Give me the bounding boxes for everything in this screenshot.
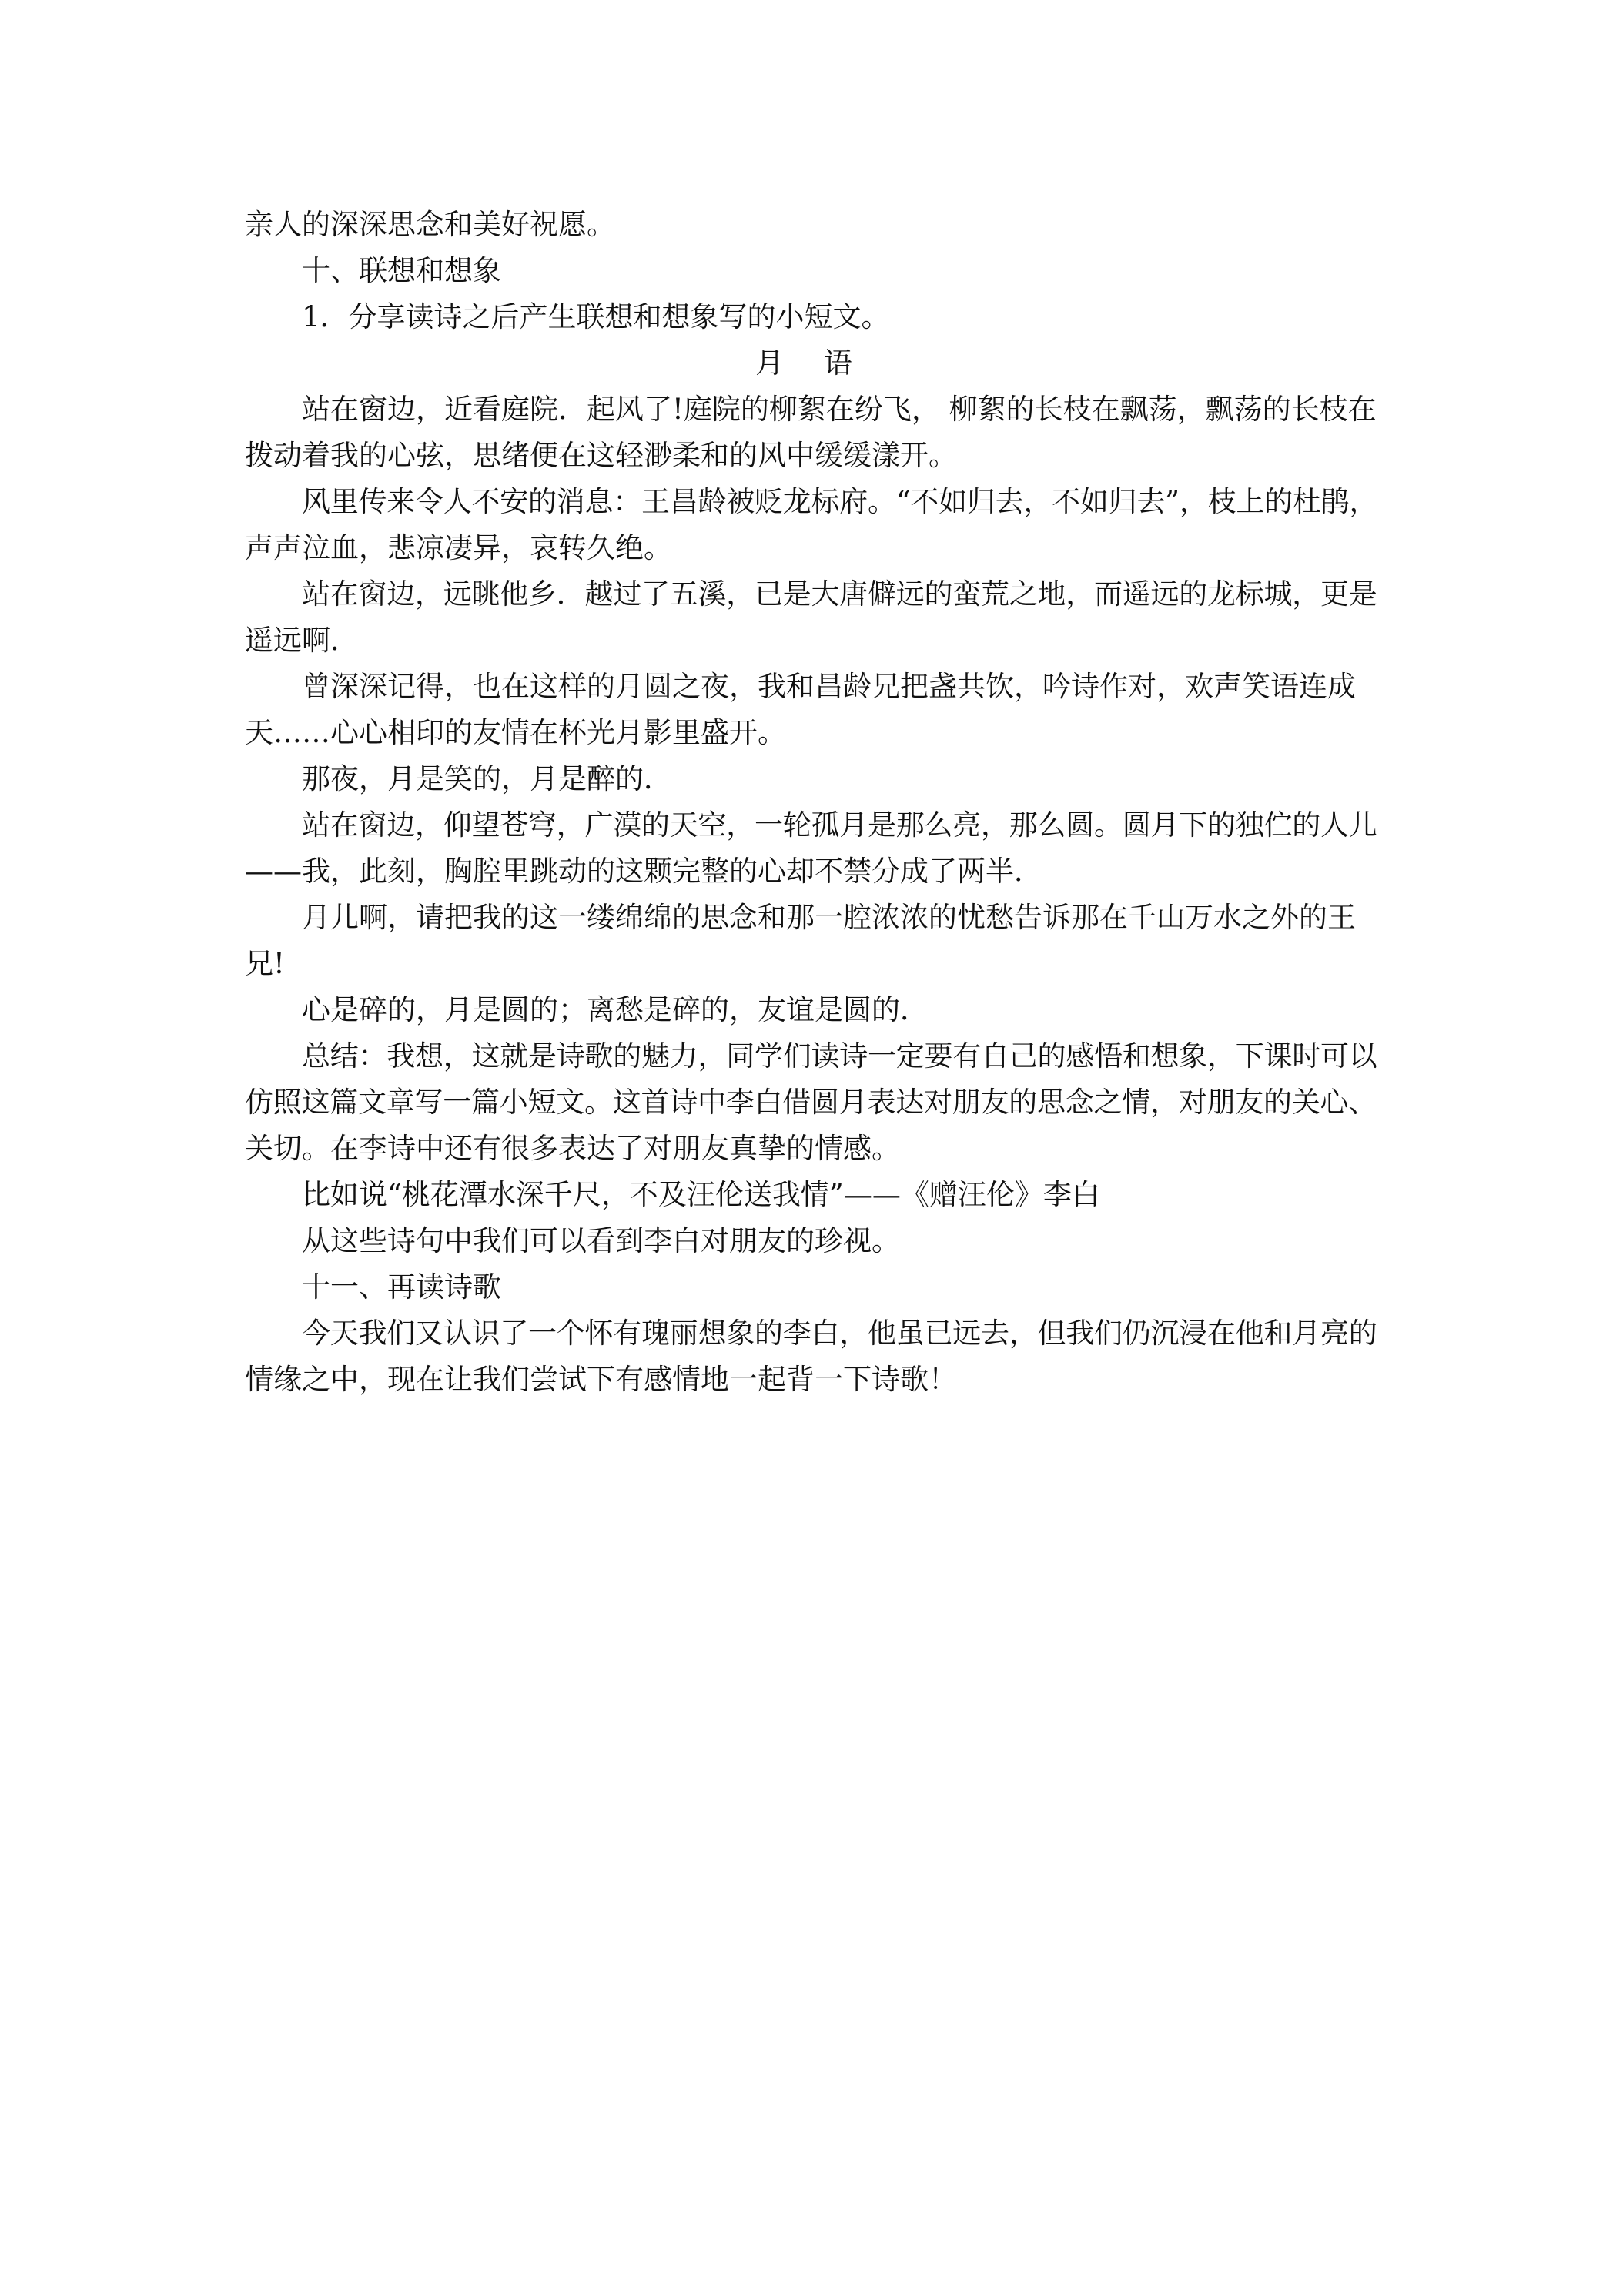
text-line: 心是碎的，月是圆的；离愁是碎的，友谊是圆的． (302, 993, 929, 1026)
text-line: 站在窗边，近看庭院．起风了!庭院的柳絮在纷飞， 柳絮的长枝在飘荡，飘荡的长枝在 (302, 393, 1377, 426)
section-heading: 十、联想和想象 (302, 254, 501, 287)
text-line: ——我，此刻，胸腔里跳动的这颗完整的心却不禁分成了两半． (245, 855, 1042, 888)
text-line: 声声泣血，悲凉凄异，哀转久绝。 (245, 531, 672, 564)
document-body (245, 202, 1378, 1403)
text-line: 今天我们又认识了一个怀有瑰丽想象的李白，他虽已远去，但我们仍沉浸在他和月亮的 (302, 1317, 1377, 1350)
text-line: 总结：我想，这就是诗歌的魅力，同学们读诗一定要有自己的感悟和想象，下课时可以 (302, 1039, 1377, 1073)
text-line: 遥远啊． (245, 624, 359, 657)
text-line: 拨动着我的心弦，思绪便在这轻渺柔和的风中缓缓漾开。 (245, 439, 957, 472)
text-line: 站在窗边，远眺他乡．越过了五溪，已是大唐僻远的蛮荒之地，而遥远的龙标城，更是 (302, 577, 1377, 611)
text-line: 关切。在李诗中还有很多表达了对朋友真挚的情感。 (245, 1132, 900, 1165)
text-line: 月儿啊，请把我的这一缕绵绵的思念和那一腔浓浓的忧愁告诉那在千山万水之外的王 (302, 901, 1356, 934)
text-line: 1．分享读诗之后产生联想和想象写的小短文。 (302, 300, 890, 333)
text-line: 那夜，月是笑的，月是醉的． (302, 762, 672, 795)
text-line: 从这些诗句中我们可以看到李白对朋友的珍视。 (302, 1224, 900, 1257)
section-heading: 十一、再读诗歌 (302, 1270, 501, 1304)
text-line: 仿照这篇文章写一篇小短文。这首诗中李白借圆月表达对朋友的思念之情，对朋友的关心、 (245, 1086, 1377, 1119)
text-line: 兄! (245, 947, 285, 980)
text-line: 风里传来令人不安的消息：王昌龄被贬龙标府。“不如归去，不如归去”，枝上的杜鹃， (302, 485, 1378, 518)
text-line: 曾深深记得，也在这样的月圆之夜，我和昌龄兄把盏共饮，吟诗作对，欢声笑语连成 (302, 670, 1356, 703)
text-line: 比如说“桃花潭水深千尺，不及汪伦送我情”——《赠汪伦》李白 (302, 1178, 1100, 1211)
essay-title: 月 语 (755, 346, 868, 380)
text-line: 站在窗边，仰望苍穹，广漠的天空，一轮孤月是那么亮，那么圆。圆月下的独伫的人儿 (302, 808, 1377, 842)
text-line: 天……心心相印的友情在杯光月影里盛开。 (245, 716, 786, 749)
text-line: 亲人的深深思念和美好祝愿。 (245, 208, 615, 241)
text-line: 情缘之中，现在让我们尝试下有感情地一起背一下诗歌！ (245, 1363, 957, 1396)
